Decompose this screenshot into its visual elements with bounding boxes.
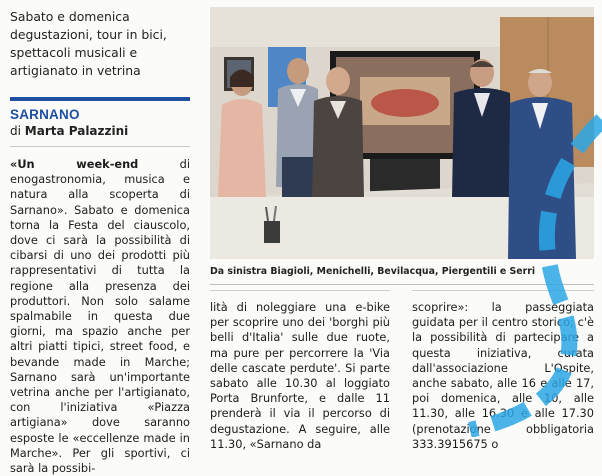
byline-prefix: di — [10, 124, 21, 138]
photo-caption: Da sinistra Biagioli, Menichelli, Bevilacqua, Piergentili e Serri — [210, 266, 536, 277]
column-2-rule — [210, 290, 390, 291]
section-rule — [10, 97, 190, 101]
byline-author: Marta Palazzini — [24, 124, 129, 138]
byline — [10, 124, 128, 138]
press-event-photo — [210, 7, 594, 259]
article-photo — [210, 7, 594, 259]
caption-rule — [210, 284, 594, 285]
article-subheading: Sabato e domenica degustazioni, tour in bici, spettacoli musicali e artigianato in vetrina — [10, 9, 167, 78]
column-3-rule — [412, 290, 594, 291]
byline-rule — [10, 146, 190, 147]
article-body-column-3: scoprire»: la passeggiata guidata per il centro storico; c'è la possibilità di partecipare a questa iniziativa, curata dall'associazione L'Ospite, anche sabato, alle 16 e alle 17, poi domenica, alle 10, alle 11.30, alle 16.30 e alle 17.30 (prenotazione obbligatoria 333.3915675 o — [412, 300, 594, 451]
article-body-column-1 — [10, 157, 190, 476]
article-body-col1-text: di enogastronomia, musica e natura alla scoperta di Sarnano». Sabato e domenica torna la Festa del ciauscolo, dove ci sarà la possibilità di cibarsi di uno dei prodotti più rappresentativi di tutta la regione alla presenza dei produttori. Non solo salame spalmabile in questa due giorni, ma spazio anche per altri piatti tipici, street food, e bevande made in Marche; Sarnano sarà un'importante vetrina anche per l'artigianato, con l'iniziativa «Piazza artigiana» dove saranno esposte le «eccellenze made in Marche». Per gli sportivi, ci sarà la possibi- — [10, 157, 190, 476]
article-body-column-2: lità di noleggiare una e-bike per scoprire uno dei 'borghi più belli d'Italia' sulle due ruote, ma pure per percorrere la 'Via delle cascate perdute'. Si parte sabato alle 10.30 al loggiato Porta Brunforte, e dalle 11 prenderà il via il percorso di degustazione. A seguire, alle 11.30, «Sarnano da — [210, 300, 390, 451]
section-label: SARNANO — [10, 107, 80, 122]
article-lead: «Un week-end — [10, 157, 139, 171]
